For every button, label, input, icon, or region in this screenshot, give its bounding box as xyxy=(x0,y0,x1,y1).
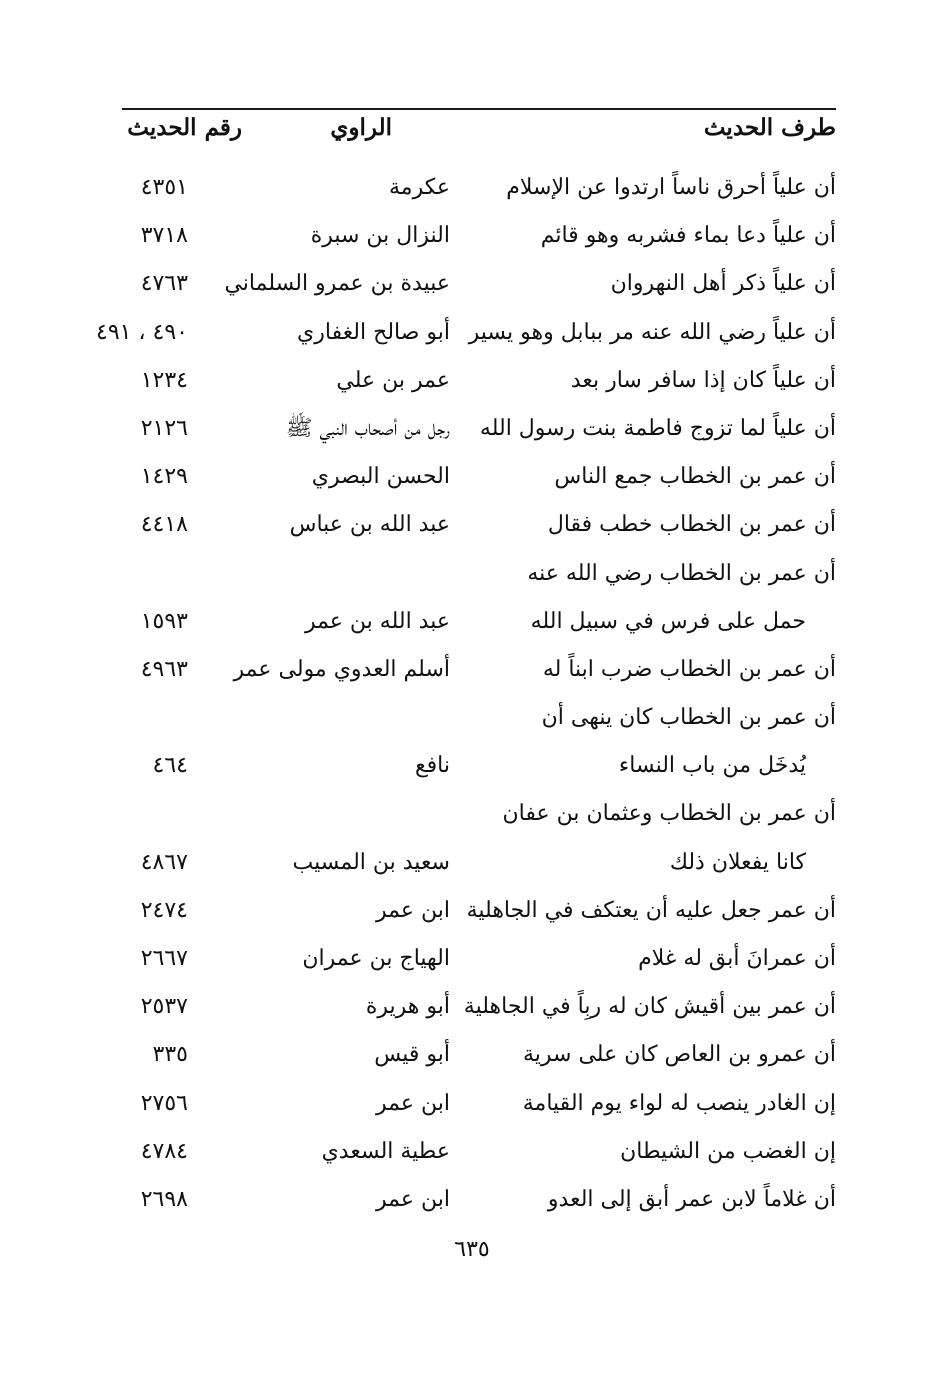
narrator-name: ابن عمر xyxy=(376,1090,450,1116)
hadith-number: ٣٣٥ xyxy=(152,1042,188,1068)
table-row xyxy=(122,648,836,696)
hadith-number: ٤٧٨٤ xyxy=(140,1138,188,1164)
hadith-text: أن علياً دعا بماء فشربه وهو قائم xyxy=(540,223,836,249)
table-row xyxy=(96,311,836,359)
hadith-text: حمل على فرس في سبيل الله xyxy=(530,608,806,634)
header-hadith: طرف الحديث xyxy=(703,114,836,141)
table-row xyxy=(122,166,836,214)
table-row xyxy=(122,407,836,455)
table-row xyxy=(122,937,836,985)
hadith-text: أن علياً كان إذا سافر سار بعد xyxy=(570,367,836,393)
hadith-text: أن غلاماً لابن عمر أبق إلى العدو xyxy=(547,1186,836,1212)
hadith-text: أن عمر بن الخطاب خطب فقال xyxy=(547,512,836,538)
hadith-number: ٢١٢٦ xyxy=(140,415,188,441)
hadith-number: ٤٣٥١ xyxy=(140,175,188,200)
header-narrator: الراوي xyxy=(330,114,392,141)
hadith-number: ٢٦٦٧ xyxy=(140,946,188,971)
hadith-number: ٤٧٦٣ xyxy=(140,271,188,297)
hadith-number: ٣٧١٨ xyxy=(140,223,188,249)
narrator-name: أبو قيس xyxy=(374,1042,450,1068)
hadith-text: أن عمرو بن العاص كان على سرية xyxy=(522,1042,836,1068)
hadith-text: أن علياً أحرق ناساً ارتدوا عن الإسلام xyxy=(506,175,836,200)
hadith-text: إن الغادر ينصب له لواء يوم القيامة xyxy=(522,1090,836,1116)
narrator-name: النزال بن سبرة xyxy=(310,223,450,249)
table-row xyxy=(122,985,836,1033)
hadith-number: ٢٥٣٧ xyxy=(140,994,188,1020)
table-row xyxy=(122,455,836,503)
hadith-number: ٤٨٦٧ xyxy=(140,849,188,875)
hadith-number: ٤٤١٨ xyxy=(140,512,188,538)
hadith-text: أن عمر بن الخطاب ضرب ابناً له xyxy=(542,656,836,682)
table-row xyxy=(122,889,836,937)
hadith-text: أن عمرانَ أبق له غلام xyxy=(638,946,836,971)
narrator-name: عبيدة بن عمرو السلماني xyxy=(224,271,450,297)
narrator-name: عمر بن علي xyxy=(336,367,450,393)
hadith-number: ١٥٩٣ xyxy=(140,608,188,634)
narrator-name: ابن عمر xyxy=(376,897,450,923)
table-row xyxy=(122,359,836,407)
table-row xyxy=(122,600,836,648)
hadith-text: أن علياً ذكر أهل النهروان xyxy=(610,271,836,297)
hadith-text: أن عمر بن الخطاب رضي الله عنه xyxy=(527,560,836,586)
table-row xyxy=(122,503,836,551)
table-row xyxy=(122,1178,836,1226)
narrator-name: أسلم العدوي مولى عمر xyxy=(233,656,450,682)
header-rule xyxy=(122,108,836,110)
narrator-name: سعيد بن المسيب xyxy=(292,849,450,875)
hadith-index-list xyxy=(96,166,836,1226)
table-row xyxy=(122,792,836,840)
table-row xyxy=(122,744,836,792)
narrator-name: أبو صالح الغفاري xyxy=(297,319,450,345)
hadith-number: ٢٤٧٤ xyxy=(140,897,188,923)
table-row xyxy=(122,696,836,744)
header-number: رقم الحديث xyxy=(127,114,242,141)
narrator-name: عطية السعدي xyxy=(321,1138,450,1164)
table-row xyxy=(122,262,836,310)
hadith-number: ٤٦٤ xyxy=(152,753,188,779)
hadith-text: أن علياً رضي الله عنه مر ببابل وهو يسير xyxy=(468,319,836,345)
table-row xyxy=(122,552,836,600)
table-row xyxy=(122,214,836,262)
table-row xyxy=(122,1130,836,1178)
hadith-number: ٤٩٦٣ xyxy=(140,656,188,682)
narrator-name: نافع xyxy=(414,753,450,779)
hadith-number: ٤٩٠ ، ٤٩١ xyxy=(96,319,188,345)
hadith-text: كانا يفعلان ذلك xyxy=(669,849,806,875)
narrator-name: الهياج بن عمران xyxy=(302,946,450,971)
hadith-text: أن عمر جعل عليه أن يعتكف في الجاهلية xyxy=(466,897,836,923)
hadith-text: أن عمر بن الخطاب كان ينهى أن xyxy=(541,705,836,731)
hadith-text: أن عمر بين أقيش كان له ربِاً في الجاهلية xyxy=(463,994,836,1020)
table-row xyxy=(122,841,836,889)
page-number: ٦٣٥ xyxy=(454,1237,490,1262)
hadith-number: ١٤٢٩ xyxy=(140,464,188,490)
hadith-text: أن علياً لما تزوج فاطمة بنت رسول الله xyxy=(479,415,836,441)
table-row xyxy=(122,1082,836,1130)
narrator-name: أبو هريرة xyxy=(365,994,450,1020)
hadith-text: إن الغضب من الشيطان xyxy=(620,1138,836,1164)
narrator-name: الحسن البصري xyxy=(311,464,450,490)
hadith-number: ٢٦٩٨ xyxy=(140,1186,188,1212)
table-row xyxy=(122,1033,836,1081)
hadith-text: أن عمر بن الخطاب جمع الناس xyxy=(554,464,836,490)
hadith-number: ١٢٣٤ xyxy=(140,367,188,393)
hadith-text: أن عمر بن الخطاب وعثمان بن عفان xyxy=(502,801,836,827)
narrator-name: عبد الله بن عمر xyxy=(304,608,450,634)
narrator-name: عكرمة xyxy=(389,175,450,200)
table-header xyxy=(122,114,836,154)
narrator-name: رجل من أصحاب النبي ﷺ xyxy=(285,415,450,441)
hadith-text: يُدخَل من باب النساء xyxy=(618,753,806,779)
narrator-name: عبد الله بن عباس xyxy=(289,512,450,538)
hadith-number: ٢٧٥٦ xyxy=(140,1090,188,1116)
narrator-name: ابن عمر xyxy=(376,1186,450,1212)
